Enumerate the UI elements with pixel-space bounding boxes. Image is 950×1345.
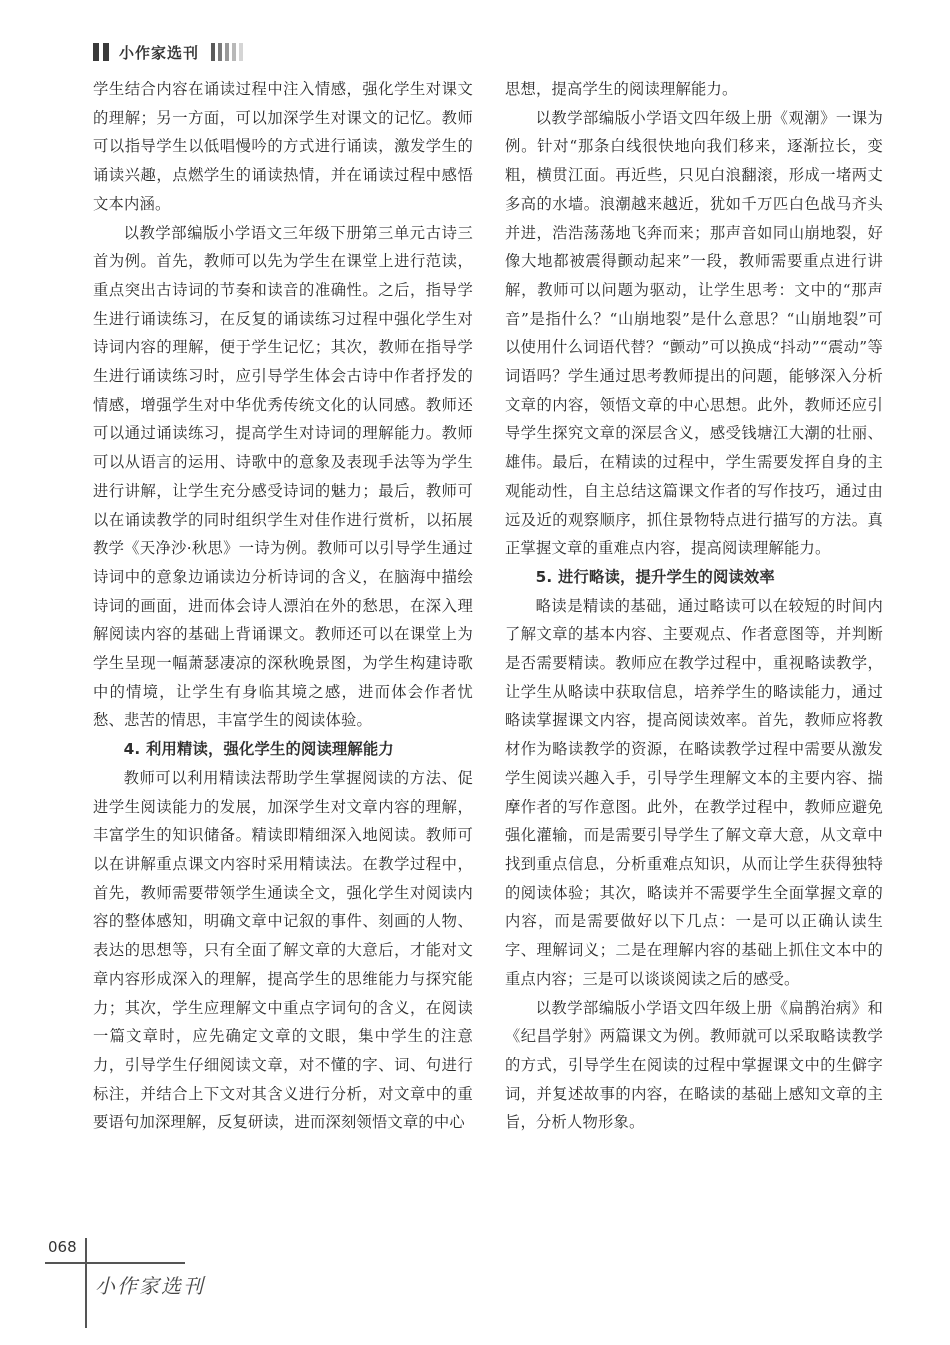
header-bars-left bbox=[93, 43, 109, 61]
paragraph: 学生结合内容在诵读过程中注入情感，强化学生对课文的理解；另一方面，可以加深学生对课文的记忆。教师可以指导学生以低唱慢吟的方式进行诵读，激发学生的诵读兴趣，点燃学生的诵读热情，并在诵读过程中感悟文本内涵。 bbox=[93, 80, 473, 213]
page-number: 068 bbox=[48, 1238, 77, 1256]
header-bars-right bbox=[211, 43, 243, 61]
section-heading-5: 5. 进行略读，提升学生的阅读效率 bbox=[535, 567, 775, 586]
paragraph: 教师可以利用精读法帮助学生掌握阅读的方法、促进学生阅读能力的发展，加深学生对文章内容的理解，丰富学生的知识储备。精读即精细深入地阅读。教师可以在讲解重点课文内容时采用精读法。在教学过程中，首先，教师需要带领学生通读全文，强化学生对阅读内容的整体感知，明确文章中记叙的事件、刻画的人物、表达的思想等，只有全面了解文章的大意后，才能对文章内容形成深入的理解，提高学生的思维能力与探究能力；其次，学生应理解文中重点字词句的含义，在阅读一篇文章时，应先确定文章的文眼，集中学生的注意力，引导学生仔细阅读文章，对不懂的字、词、句进行标注，并结合上下文对其含义进行分析，对文章中的重要语句加深理解，反复研读，进而深刻领悟文章的中心 bbox=[93, 768, 473, 1132]
header-gradient-bar bbox=[232, 43, 236, 61]
header-bar bbox=[93, 43, 99, 61]
section-heading-4: 4. 利用精读，强化学生的阅读理解能力 bbox=[123, 740, 394, 759]
right-column bbox=[505, 75, 883, 1137]
paragraph: 思想，提高学生的阅读理解能力。 bbox=[505, 80, 738, 98]
footer-divider-horizontal bbox=[45, 1262, 185, 1264]
journal-title: 小作家选刊 bbox=[119, 43, 200, 62]
header-gradient-bar bbox=[225, 43, 229, 61]
left-column bbox=[93, 75, 473, 1137]
running-header bbox=[93, 40, 243, 64]
header-bar bbox=[103, 43, 109, 61]
footer-divider-vertical bbox=[85, 1238, 87, 1328]
paragraph: 略读是精读的基础，通过略读可以在较短的时间内了解文章的基本内容、主要观点、作者意图等，并判断是否需要精读。教师应在教学过程中，重视略读教学，让学生从略读中获取信息，培养学生的略读能力，通过略读掌握课文内容，提高阅读效率。首先，教师应将教材作为略读教学的资源，在略读教学过程中需要从激发学生阅读兴趣入手，引导学生理解文本的主要内容、揣摩作者的写作意图。此外，在教学过程中，教师应避免强化灌输，而是需要引导学生了解文章大意，从文章中找到重点信息，分析重难点知识，从而让学生获得独特的阅读体验；其次，略读并不需要学生全面掌握文章的内容，而是需要做好以下几点：一是可以正确认读生字、理解词义；二是在理解内容的基础上抓住文本中的重点内容；三是可以谈谈阅读之后的感受。 bbox=[505, 596, 883, 988]
paragraph: 以教学部编版小学语文三年级下册第三单元古诗三首为例。首先，教师可以先为学生在课堂上进行范读，重点突出古诗词的节奏和读音的准确性。之后，指导学生进行诵读练习，在反复的诵读练习过程中强化学生对诗词内容的理解，便于学生记忆；其次，教师在指导学生进行诵读练习时，应引导学生体会古诗中作者抒发的情感，增强学生对中华优秀传统文化的认同感。教师还可以通过诵读练习，提高学生对诗词的理解能力。教师可以从语言的运用、诗歌中的意象及表现手法等为学生进行讲解，让学生充分感受诗词的魅力；最后，教师可以在诵读教学的同时组织学生对佳作进行赏析，以拓展教学《天净沙·秋思》一诗为例。教师可以引导学生通过诗词中的意象边诵读边分析诗词的含义，在脑海中描绘诗词的画面，进而体会诗人漂泊在外的愁思，在深入理解阅读内容的基础上背诵课文。教师还可以在课堂上为学生呈现一幅萧瑟凄凉的深秋晚景图，为学生构建诗歌中的情境，让学生有身临其境之感，进而体会作者忧愁、悲苦的情思，丰富学生的阅读体验。 bbox=[93, 223, 473, 730]
footer-logo: 小作家选刊 bbox=[95, 1274, 205, 1298]
paragraph: 以教学部编版小学语文四年级上册《扁鹊治病》和《纪昌学射》两篇课文为例。教师就可以采取略读教学的方式，引导学生在阅读的过程中掌握课文中的生僻字词，并复述故事的内容，在略读的基础上感知文章的主旨，分析人物形象。 bbox=[505, 998, 883, 1132]
header-gradient-bar bbox=[239, 43, 243, 61]
paragraph: 以教学部编版小学语文四年级上册《观潮》一课为例。针对“那条白线很快地向我们移来，逐渐拉长，变粗，横贯江面。再近些，只见白浪翻滚，形成一堵两丈多高的水墙。浪潮越来越近，犹如千万匹白色战马齐头并进，浩浩荡荡地飞奔而来；那声音如同山崩地裂，好像大地都被震得颤动起来”一段，教师需要重点进行讲解，教师可以问题为驱动，让学生思考：文中的“那声音”是指什么？“山崩地裂”是什么意思？“山崩地裂”可以使用什么词语代替？“颤动”可以换成“抖动”“震动”等词语吗？学生通过思考教师提出的问题，能够深入分析文章的内容，领悟文章的中心思想。此外，教师还应引导学生探究文章的深层含义，感受钱塘江大潮的壮丽、雄伟。最后，在精读的过程中，学生需要发挥自身的主观能动性，自主总结这篇课文作者的写作技巧，通过由远及近的观察顺序，抓住景物特点进行描写的方法。真正掌握文章的重难点内容，提高阅读理解能力。 bbox=[505, 108, 883, 558]
header-gradient-bar bbox=[211, 43, 215, 61]
header-gradient-bar bbox=[218, 43, 222, 61]
